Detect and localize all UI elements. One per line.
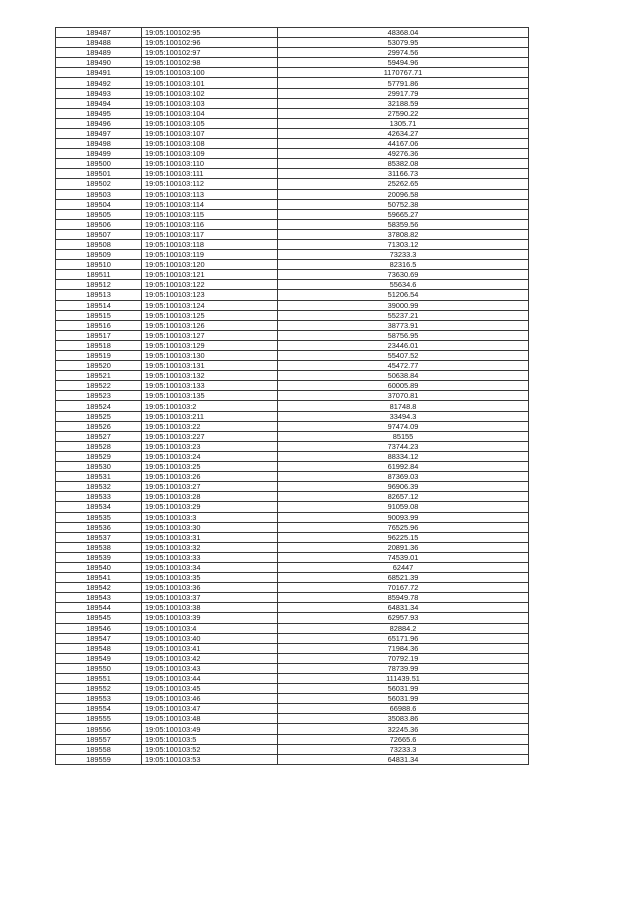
cadastral-number-cell: 19:05:100103:114 bbox=[142, 199, 278, 209]
record-number-cell: 189524 bbox=[56, 401, 142, 411]
record-number-cell: 189527 bbox=[56, 431, 142, 441]
table-row bbox=[56, 78, 529, 88]
cadastral-number-cell: 19:05:100103:3 bbox=[142, 512, 278, 522]
table-row bbox=[56, 462, 529, 472]
amount-cell: 55634.6 bbox=[278, 280, 529, 290]
record-number-cell: 189504 bbox=[56, 199, 142, 209]
record-number-cell: 189493 bbox=[56, 88, 142, 98]
amount-cell: 73744.23 bbox=[278, 441, 529, 451]
amount-cell: 29974.56 bbox=[278, 48, 529, 58]
amount-cell: 61992.84 bbox=[278, 462, 529, 472]
cadastral-number-cell: 19:05:100103:102 bbox=[142, 88, 278, 98]
table-row bbox=[56, 674, 529, 684]
table-row bbox=[56, 522, 529, 532]
record-number-cell: 189548 bbox=[56, 643, 142, 653]
record-number-cell: 189532 bbox=[56, 482, 142, 492]
cadastral-number-cell: 19:05:100103:132 bbox=[142, 371, 278, 381]
table-row bbox=[56, 189, 529, 199]
cadastral-number-cell: 19:05:100103:103 bbox=[142, 98, 278, 108]
amount-cell: 60005.89 bbox=[278, 381, 529, 391]
table-row bbox=[56, 280, 529, 290]
table-row bbox=[56, 684, 529, 694]
cadastral-number-cell: 19:05:100103:111 bbox=[142, 169, 278, 179]
table-row bbox=[56, 300, 529, 310]
record-number-cell: 189537 bbox=[56, 532, 142, 542]
cadastral-number-cell: 19:05:100103:22 bbox=[142, 421, 278, 431]
table-row bbox=[56, 229, 529, 239]
record-number-cell: 189544 bbox=[56, 603, 142, 613]
table-row bbox=[56, 643, 529, 653]
record-number-cell: 189494 bbox=[56, 98, 142, 108]
amount-cell: 29917.79 bbox=[278, 88, 529, 98]
table-row bbox=[56, 48, 529, 58]
amount-cell: 38773.91 bbox=[278, 320, 529, 330]
amount-cell: 55237.21 bbox=[278, 310, 529, 320]
cadastral-number-cell: 19:05:100103:52 bbox=[142, 744, 278, 754]
table-row bbox=[56, 239, 529, 249]
record-number-cell: 189533 bbox=[56, 492, 142, 502]
cadastral-number-cell: 19:05:100103:124 bbox=[142, 300, 278, 310]
table-row bbox=[56, 492, 529, 502]
cadastral-number-cell: 19:05:100103:29 bbox=[142, 502, 278, 512]
table-row bbox=[56, 633, 529, 643]
amount-cell: 32245.36 bbox=[278, 724, 529, 734]
record-number-cell: 189488 bbox=[56, 38, 142, 48]
cadastral-number-cell: 19:05:100103:42 bbox=[142, 653, 278, 663]
record-number-cell: 189523 bbox=[56, 391, 142, 401]
table-row bbox=[56, 250, 529, 260]
amount-cell: 111439.51 bbox=[278, 674, 529, 684]
table-row bbox=[56, 179, 529, 189]
table-row bbox=[56, 159, 529, 169]
record-number-cell: 189552 bbox=[56, 684, 142, 694]
table-row bbox=[56, 219, 529, 229]
cadastral-number-cell: 19:05:100103:118 bbox=[142, 239, 278, 249]
cadastral-number-cell: 19:05:100103:39 bbox=[142, 613, 278, 623]
table-row bbox=[56, 562, 529, 572]
table-row bbox=[56, 512, 529, 522]
amount-cell: 31166.73 bbox=[278, 169, 529, 179]
amount-cell: 62447 bbox=[278, 562, 529, 572]
table-row bbox=[56, 613, 529, 623]
record-number-cell: 189507 bbox=[56, 229, 142, 239]
table-row bbox=[56, 623, 529, 633]
cadastral-number-cell: 19:05:100103:47 bbox=[142, 704, 278, 714]
table-row bbox=[56, 320, 529, 330]
amount-cell: 62957.93 bbox=[278, 613, 529, 623]
amount-cell: 56031.99 bbox=[278, 694, 529, 704]
amount-cell: 90093.99 bbox=[278, 512, 529, 522]
amount-cell: 37070.81 bbox=[278, 391, 529, 401]
record-number-cell: 189540 bbox=[56, 562, 142, 572]
cadastral-number-cell: 19:05:100103:120 bbox=[142, 260, 278, 270]
table-row bbox=[56, 108, 529, 118]
record-number-cell: 189511 bbox=[56, 270, 142, 280]
record-number-cell: 189515 bbox=[56, 310, 142, 320]
table-row bbox=[56, 714, 529, 724]
record-number-cell: 189521 bbox=[56, 371, 142, 381]
amount-cell: 85155 bbox=[278, 431, 529, 441]
amount-cell: 51206.54 bbox=[278, 290, 529, 300]
amount-cell: 85949.78 bbox=[278, 593, 529, 603]
cadastral-number-cell: 19:05:100103:25 bbox=[142, 462, 278, 472]
table-row bbox=[56, 724, 529, 734]
amount-cell: 70792.19 bbox=[278, 653, 529, 663]
record-number-cell: 189514 bbox=[56, 300, 142, 310]
record-number-cell: 189512 bbox=[56, 280, 142, 290]
amount-cell: 88334.12 bbox=[278, 451, 529, 461]
cadastral-number-cell: 19:05:100103:28 bbox=[142, 492, 278, 502]
amount-cell: 66988.6 bbox=[278, 704, 529, 714]
record-number-cell: 189525 bbox=[56, 411, 142, 421]
amount-cell: 73233.3 bbox=[278, 250, 529, 260]
cadastral-number-cell: 19:05:100103:45 bbox=[142, 684, 278, 694]
table-row bbox=[56, 532, 529, 542]
table-row bbox=[56, 169, 529, 179]
table-row bbox=[56, 441, 529, 451]
cadastral-number-cell: 19:05:100103:100 bbox=[142, 68, 278, 78]
amount-cell: 25262.65 bbox=[278, 179, 529, 189]
amount-cell: 23446.01 bbox=[278, 340, 529, 350]
table-row bbox=[56, 472, 529, 482]
record-number-cell: 189558 bbox=[56, 744, 142, 754]
table-row bbox=[56, 98, 529, 108]
table-row bbox=[56, 270, 529, 280]
cadastral-number-cell: 19:05:100103:123 bbox=[142, 290, 278, 300]
table-row bbox=[56, 290, 529, 300]
amount-cell: 87369.03 bbox=[278, 472, 529, 482]
cadastral-number-cell: 19:05:100103:40 bbox=[142, 633, 278, 643]
amount-cell: 78739.99 bbox=[278, 663, 529, 673]
table-row bbox=[56, 381, 529, 391]
amount-cell: 37808.82 bbox=[278, 229, 529, 239]
amount-cell: 58756.95 bbox=[278, 330, 529, 340]
table-row bbox=[56, 734, 529, 744]
amount-cell: 33494.3 bbox=[278, 411, 529, 421]
record-number-cell: 189495 bbox=[56, 108, 142, 118]
cadastral-number-cell: 19:05:100103:43 bbox=[142, 663, 278, 673]
table-row bbox=[56, 552, 529, 562]
record-number-cell: 189517 bbox=[56, 330, 142, 340]
record-number-cell: 189557 bbox=[56, 734, 142, 744]
amount-cell: 1305.71 bbox=[278, 118, 529, 128]
table-row bbox=[56, 139, 529, 149]
cadastral-number-cell: 19:05:100103:116 bbox=[142, 219, 278, 229]
cadastral-number-cell: 19:05:100103:211 bbox=[142, 411, 278, 421]
amount-cell: 73233.3 bbox=[278, 744, 529, 754]
amount-cell: 73630.69 bbox=[278, 270, 529, 280]
data-table bbox=[55, 27, 529, 765]
table-row bbox=[56, 371, 529, 381]
record-number-cell: 189546 bbox=[56, 623, 142, 633]
record-number-cell: 189556 bbox=[56, 724, 142, 734]
record-number-cell: 189542 bbox=[56, 583, 142, 593]
record-number-cell: 189559 bbox=[56, 754, 142, 764]
table-row bbox=[56, 149, 529, 159]
record-number-cell: 189500 bbox=[56, 159, 142, 169]
cadastral-number-cell: 19:05:100103:48 bbox=[142, 714, 278, 724]
record-number-cell: 189510 bbox=[56, 260, 142, 270]
record-number-cell: 189541 bbox=[56, 573, 142, 583]
record-number-cell: 189522 bbox=[56, 381, 142, 391]
record-number-cell: 189535 bbox=[56, 512, 142, 522]
table-row bbox=[56, 199, 529, 209]
table-row bbox=[56, 361, 529, 371]
amount-cell: 72665.6 bbox=[278, 734, 529, 744]
cadastral-number-cell: 19:05:100103:110 bbox=[142, 159, 278, 169]
table-row bbox=[56, 88, 529, 98]
table-row bbox=[56, 573, 529, 583]
table-row bbox=[56, 482, 529, 492]
amount-cell: 39000.99 bbox=[278, 300, 529, 310]
amount-cell: 91059.08 bbox=[278, 502, 529, 512]
cadastral-number-cell: 19:05:100103:33 bbox=[142, 552, 278, 562]
amount-cell: 82316.5 bbox=[278, 260, 529, 270]
amount-cell: 82657.12 bbox=[278, 492, 529, 502]
table-row bbox=[56, 209, 529, 219]
cadastral-number-cell: 19:05:100102:96 bbox=[142, 38, 278, 48]
cadastral-number-cell: 19:05:100103:24 bbox=[142, 451, 278, 461]
amount-cell: 65171.96 bbox=[278, 633, 529, 643]
record-number-cell: 189497 bbox=[56, 128, 142, 138]
record-number-cell: 189539 bbox=[56, 552, 142, 562]
table-row bbox=[56, 391, 529, 401]
record-number-cell: 189520 bbox=[56, 361, 142, 371]
cadastral-number-cell: 19:05:100102:95 bbox=[142, 28, 278, 38]
amount-cell: 59665.27 bbox=[278, 209, 529, 219]
cadastral-number-cell: 19:05:100103:109 bbox=[142, 149, 278, 159]
cadastral-number-cell: 19:05:100103:101 bbox=[142, 78, 278, 88]
cadastral-number-cell: 19:05:100103:133 bbox=[142, 381, 278, 391]
table-row bbox=[56, 502, 529, 512]
record-number-cell: 189529 bbox=[56, 451, 142, 461]
amount-cell: 81748.8 bbox=[278, 401, 529, 411]
record-number-cell: 189555 bbox=[56, 714, 142, 724]
cadastral-number-cell: 19:05:100103:2 bbox=[142, 401, 278, 411]
amount-cell: 50752.38 bbox=[278, 199, 529, 209]
cadastral-number-cell: 19:05:100103:44 bbox=[142, 674, 278, 684]
record-number-cell: 189501 bbox=[56, 169, 142, 179]
table-row bbox=[56, 28, 529, 38]
amount-cell: 48368.04 bbox=[278, 28, 529, 38]
amount-cell: 32188.59 bbox=[278, 98, 529, 108]
record-number-cell: 189487 bbox=[56, 28, 142, 38]
cadastral-number-cell: 19:05:100103:117 bbox=[142, 229, 278, 239]
amount-cell: 64831.34 bbox=[278, 754, 529, 764]
table-row bbox=[56, 310, 529, 320]
cadastral-number-cell: 19:05:100102:98 bbox=[142, 58, 278, 68]
cadastral-number-cell: 19:05:100103:34 bbox=[142, 562, 278, 572]
amount-cell: 44167.06 bbox=[278, 139, 529, 149]
record-number-cell: 189545 bbox=[56, 613, 142, 623]
cadastral-number-cell: 19:05:100103:130 bbox=[142, 351, 278, 361]
table-row bbox=[56, 68, 529, 78]
record-number-cell: 189506 bbox=[56, 219, 142, 229]
record-number-cell: 189538 bbox=[56, 542, 142, 552]
record-number-cell: 189536 bbox=[56, 522, 142, 532]
cadastral-number-cell: 19:05:100103:129 bbox=[142, 340, 278, 350]
table-row bbox=[56, 128, 529, 138]
record-number-cell: 189499 bbox=[56, 149, 142, 159]
table-row bbox=[56, 431, 529, 441]
table-row bbox=[56, 754, 529, 764]
cadastral-number-cell: 19:05:100103:113 bbox=[142, 189, 278, 199]
record-number-cell: 189554 bbox=[56, 704, 142, 714]
cadastral-number-cell: 19:05:100103:122 bbox=[142, 280, 278, 290]
amount-cell: 27590.22 bbox=[278, 108, 529, 118]
record-number-cell: 189496 bbox=[56, 118, 142, 128]
cadastral-number-cell: 19:05:100103:26 bbox=[142, 472, 278, 482]
cadastral-number-cell: 19:05:100103:41 bbox=[142, 643, 278, 653]
cadastral-number-cell: 19:05:100103:127 bbox=[142, 330, 278, 340]
cadastral-number-cell: 19:05:100103:36 bbox=[142, 583, 278, 593]
amount-cell: 35083.86 bbox=[278, 714, 529, 724]
record-number-cell: 189550 bbox=[56, 663, 142, 673]
amount-cell: 50638.84 bbox=[278, 371, 529, 381]
amount-cell: 82884.2 bbox=[278, 623, 529, 633]
amount-cell: 71303.12 bbox=[278, 239, 529, 249]
cadastral-number-cell: 19:05:100103:104 bbox=[142, 108, 278, 118]
record-number-cell: 189489 bbox=[56, 48, 142, 58]
amount-cell: 96906.39 bbox=[278, 482, 529, 492]
amount-cell: 59494.96 bbox=[278, 58, 529, 68]
record-number-cell: 189502 bbox=[56, 179, 142, 189]
amount-cell: 58359.56 bbox=[278, 219, 529, 229]
record-number-cell: 189547 bbox=[56, 633, 142, 643]
cadastral-number-cell: 19:05:100103:30 bbox=[142, 522, 278, 532]
cadastral-number-cell: 19:05:100103:49 bbox=[142, 724, 278, 734]
cadastral-number-cell: 19:05:100103:53 bbox=[142, 754, 278, 764]
record-number-cell: 189509 bbox=[56, 250, 142, 260]
cadastral-number-cell: 19:05:100103:5 bbox=[142, 734, 278, 744]
record-number-cell: 189492 bbox=[56, 78, 142, 88]
amount-cell: 56031.99 bbox=[278, 684, 529, 694]
cadastral-number-cell: 19:05:100103:23 bbox=[142, 441, 278, 451]
cadastral-number-cell: 19:05:100103:32 bbox=[142, 542, 278, 552]
amount-cell: 74539.01 bbox=[278, 552, 529, 562]
amount-cell: 57791.86 bbox=[278, 78, 529, 88]
cadastral-number-cell: 19:05:100103:35 bbox=[142, 573, 278, 583]
record-number-cell: 189516 bbox=[56, 320, 142, 330]
cadastral-number-cell: 19:05:100103:125 bbox=[142, 310, 278, 320]
cadastral-number-cell: 19:05:100103:4 bbox=[142, 623, 278, 633]
table-row bbox=[56, 340, 529, 350]
amount-cell: 42634.27 bbox=[278, 128, 529, 138]
table-row bbox=[56, 401, 529, 411]
amount-cell: 55407.52 bbox=[278, 351, 529, 361]
cadastral-number-cell: 19:05:100103:131 bbox=[142, 361, 278, 371]
cadastral-number-cell: 19:05:100103:227 bbox=[142, 431, 278, 441]
amount-cell: 53079.95 bbox=[278, 38, 529, 48]
cadastral-number-cell: 19:05:100102:97 bbox=[142, 48, 278, 58]
record-number-cell: 189498 bbox=[56, 139, 142, 149]
record-number-cell: 189530 bbox=[56, 462, 142, 472]
amount-cell: 20891.36 bbox=[278, 542, 529, 552]
amount-cell: 20096.58 bbox=[278, 189, 529, 199]
record-number-cell: 189503 bbox=[56, 189, 142, 199]
table-row bbox=[56, 58, 529, 68]
record-number-cell: 189534 bbox=[56, 502, 142, 512]
record-number-cell: 189519 bbox=[56, 351, 142, 361]
amount-cell: 85382.08 bbox=[278, 159, 529, 169]
amount-cell: 70167.72 bbox=[278, 583, 529, 593]
cadastral-number-cell: 19:05:100103:37 bbox=[142, 593, 278, 603]
table-row bbox=[56, 603, 529, 613]
amount-cell: 96225.15 bbox=[278, 532, 529, 542]
amount-cell: 71984.36 bbox=[278, 643, 529, 653]
cadastral-number-cell: 19:05:100103:115 bbox=[142, 209, 278, 219]
table-row bbox=[56, 38, 529, 48]
amount-cell: 45472.77 bbox=[278, 361, 529, 371]
table-row bbox=[56, 351, 529, 361]
record-number-cell: 189528 bbox=[56, 441, 142, 451]
record-number-cell: 189531 bbox=[56, 472, 142, 482]
cadastral-number-cell: 19:05:100103:107 bbox=[142, 128, 278, 138]
record-number-cell: 189508 bbox=[56, 239, 142, 249]
record-number-cell: 189491 bbox=[56, 68, 142, 78]
amount-cell: 97474.09 bbox=[278, 421, 529, 431]
table-row bbox=[56, 744, 529, 754]
cadastral-number-cell: 19:05:100103:31 bbox=[142, 532, 278, 542]
table-row bbox=[56, 260, 529, 270]
table-row bbox=[56, 583, 529, 593]
table-row bbox=[56, 593, 529, 603]
record-number-cell: 189553 bbox=[56, 694, 142, 704]
cadastral-number-cell: 19:05:100103:112 bbox=[142, 179, 278, 189]
cadastral-number-cell: 19:05:100103:105 bbox=[142, 118, 278, 128]
cadastral-number-cell: 19:05:100103:121 bbox=[142, 270, 278, 280]
table-row bbox=[56, 451, 529, 461]
record-number-cell: 189490 bbox=[56, 58, 142, 68]
cadastral-number-cell: 19:05:100103:27 bbox=[142, 482, 278, 492]
table-row bbox=[56, 118, 529, 128]
record-number-cell: 189549 bbox=[56, 653, 142, 663]
table-body bbox=[56, 28, 529, 765]
table-row bbox=[56, 663, 529, 673]
table-row bbox=[56, 330, 529, 340]
record-number-cell: 189543 bbox=[56, 593, 142, 603]
table-row bbox=[56, 653, 529, 663]
record-number-cell: 189551 bbox=[56, 674, 142, 684]
amount-cell: 76525.96 bbox=[278, 522, 529, 532]
table-row bbox=[56, 542, 529, 552]
amount-cell: 49276.36 bbox=[278, 149, 529, 159]
cadastral-number-cell: 19:05:100103:46 bbox=[142, 694, 278, 704]
record-number-cell: 189505 bbox=[56, 209, 142, 219]
table-row bbox=[56, 421, 529, 431]
table-row bbox=[56, 694, 529, 704]
table-row bbox=[56, 411, 529, 421]
record-number-cell: 189518 bbox=[56, 340, 142, 350]
record-number-cell: 189526 bbox=[56, 421, 142, 431]
table-row bbox=[56, 704, 529, 714]
cadastral-number-cell: 19:05:100103:126 bbox=[142, 320, 278, 330]
amount-cell: 68521.39 bbox=[278, 573, 529, 583]
cadastral-number-cell: 19:05:100103:108 bbox=[142, 139, 278, 149]
cadastral-number-cell: 19:05:100103:119 bbox=[142, 250, 278, 260]
cadastral-number-cell: 19:05:100103:38 bbox=[142, 603, 278, 613]
record-number-cell: 189513 bbox=[56, 290, 142, 300]
amount-cell: 1170767.71 bbox=[278, 68, 529, 78]
amount-cell: 64831.34 bbox=[278, 603, 529, 613]
cadastral-number-cell: 19:05:100103:135 bbox=[142, 391, 278, 401]
